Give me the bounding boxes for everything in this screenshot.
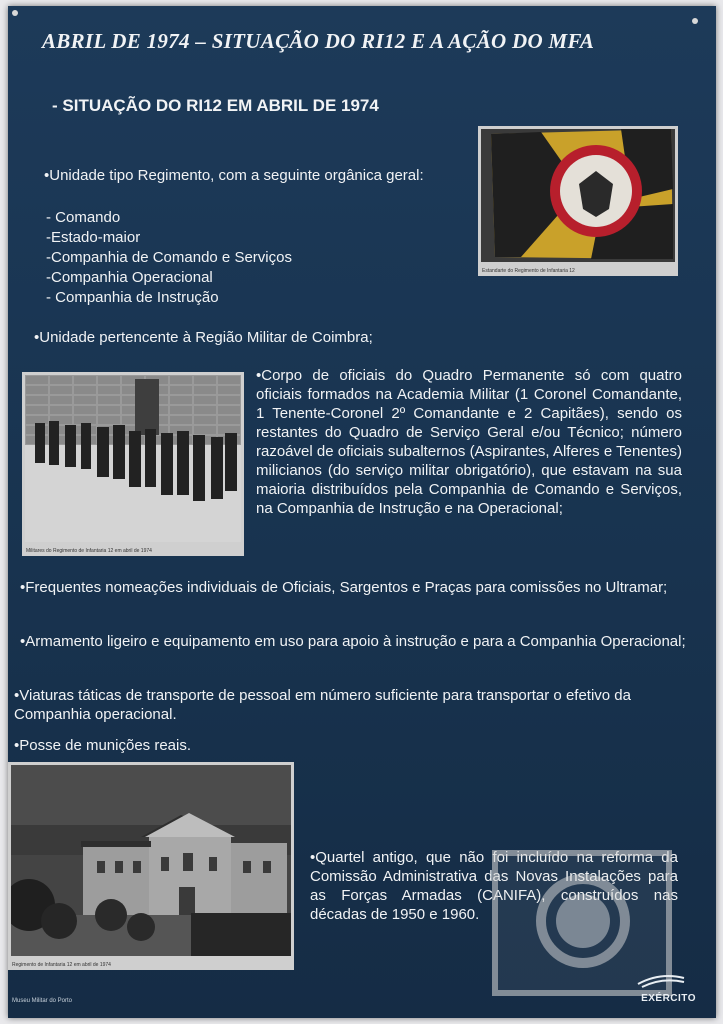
building-image [11, 765, 291, 956]
board-title: ABRIL DE 1974 – SITUAÇÃO DO RI12 E A AÇÃO DO MFA [42, 29, 595, 53]
pin [12, 10, 18, 16]
structure-list [46, 208, 292, 307]
flag-photo [478, 126, 678, 276]
barracks-text: •Quartel antigo, que não foi incluído na reforma da Comissão Administrativa das Novas Instalações para as Forças Armadas (CANIFA), construídos nas décadas de 1950 e 1960. [310, 849, 678, 923]
list-item: - Companhia de Instrução [46, 289, 219, 306]
bullet-4: •Posse de munições reais. [14, 737, 192, 754]
building-caption: Regimento de Infantaria 12 em abril de 1974 [12, 962, 111, 968]
information-board [8, 6, 716, 1018]
list-item: -Companhia Operacional [46, 269, 213, 286]
flag-image [481, 129, 675, 262]
list-item: - Comando [46, 209, 121, 226]
officers-text: •Corpo de oficiais do Quadro Permanente só com quatro oficiais formados na Academia Militar (1 Coronel Comandante, 1 Tenente-Coronel 2º Comandante e 2 Capitães), sendo os restantes do Quadro de Serviço Geral e/ou Técnico; número razoável de oficiais subalternos (Aspirantes, Alferes e Tenentes) milicianos (do serviço militar obrigatório), que estavam na sua maioria distribuídos pela Companhia de Comando e Serviços, na Companhia de Instrução e na Operacional; [256, 367, 682, 517]
bullet-2: •Armamento ligeiro e equipamento em uso para apoio à instrução e para a Companhia Operacional; [20, 633, 686, 650]
list-item: -Companhia de Comando e Serviços [46, 249, 292, 266]
region-text: •Unidade pertencente à Região Militar de Coimbra; [34, 329, 373, 346]
unit-type-text: •Unidade tipo Regimento, com a seguinte orgânica geral: [44, 167, 424, 184]
list-item: -Estado-maior [46, 229, 141, 246]
soldiers-image [25, 375, 241, 542]
army-logo-text: EXÉRCITO [641, 993, 696, 1004]
museum-label: Museu Militar do Porto [12, 998, 73, 1004]
pin [692, 18, 698, 24]
soldiers-photo [22, 372, 244, 556]
army-logo-icon [634, 972, 686, 988]
bullet-3: •Viaturas táticas de transporte de pessoal em número suficiente para transportar o efetivo da Companhia operacional. [14, 687, 631, 723]
section-subtitle: - SITUAÇÃO DO RI12 EM ABRIL DE 1974 [52, 96, 379, 115]
building-photo [8, 762, 294, 970]
bullet-1: •Frequentes nomeações individuais de Oficiais, Sargentos e Praças para comissões no Ultramar; [20, 579, 668, 596]
flag-caption: Estandarte do Regimento de Infantaria 12 [482, 268, 575, 274]
soldiers-caption: Militares do Regimento de Infantaria 12 em abril de 1974 [26, 548, 152, 554]
